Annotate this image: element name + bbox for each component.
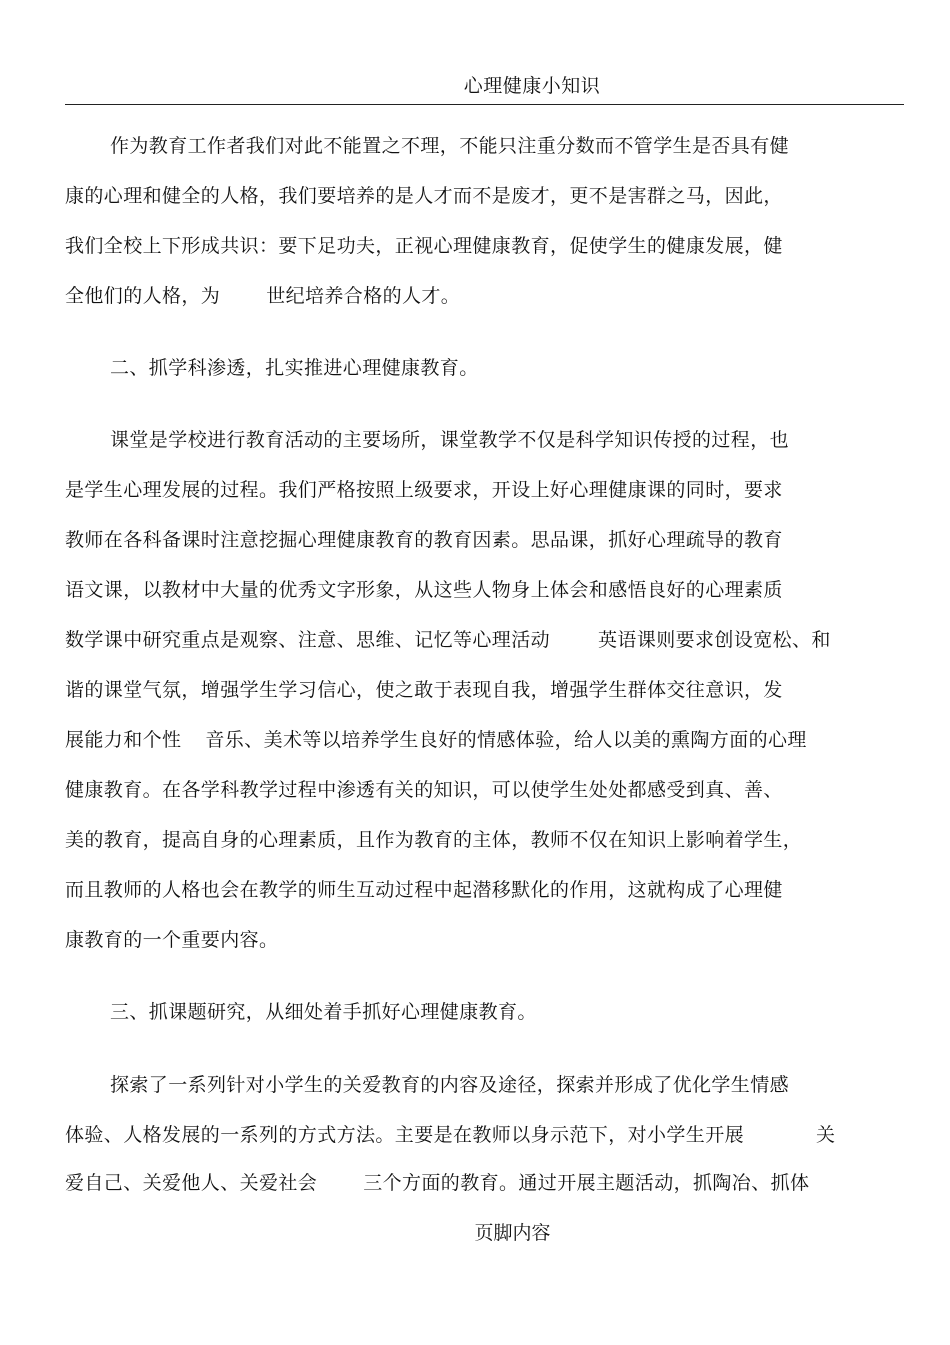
paragraph-line: 康的心理和健全的人格，我们要培养的是人才而不是废才，更不是害群之马，因此，	[65, 185, 783, 207]
paragraph-line: 作为教育工作者我们对此不能置之不理，不能只注重分数而不管学生是否具有健	[110, 135, 790, 157]
paragraph-line: 是学生心理发展的过程。我们严格按照上级要求，开设上好心理健康课的同时，要求	[65, 479, 783, 501]
paragraph-line: 康教育的一个重要内容。	[65, 929, 279, 951]
text-segment: 音乐、美术等以培养学生良好的情感体验，给人以美的熏陶方面的心理	[205, 729, 807, 751]
paragraph-line: 教师在各科备课时注意挖掘心理健康教育的教育因素。思品课，抓好心理疏导的教育	[65, 529, 783, 551]
text-segment: 世纪培养合格的人才。	[266, 285, 461, 307]
paragraph-line: 谐的课堂气氛，增强学生学习信心，使之敢于表现自我，增强学生群体交往意识，发	[65, 679, 783, 701]
page-header-title: 心理健康小知识	[463, 75, 601, 97]
paragraph-line: 美的教育，提高自身的心理素质，且作为教育的主体，教师不仅在知识上影响着学生，	[65, 829, 803, 851]
text-segment: 英语课则要求创设宽松、和	[598, 629, 831, 651]
paragraph-line	[65, 1171, 809, 1195]
text-segment: 展能力和个性	[65, 729, 182, 751]
text-segment: 数学课中研究重点是观察、注意、思维、记忆等心理活动	[65, 629, 551, 651]
paragraph-line: 语文课，以教材中大量的优秀文字形象，从这些人物身上体会和感悟良好的心理素质	[65, 579, 783, 601]
section-heading: 三、抓课题研究，从细处着手抓好心理健康教育。	[110, 1001, 537, 1023]
paragraph-line: 而且教师的人格也会在教学的师生互动过程中起潜移默化的作用，这就构成了心理健	[65, 879, 783, 901]
header-divider	[65, 104, 904, 105]
paragraph-line: 我们全校上下形成共识：要下足功夫，正视心理健康教育，促使学生的健康发展，健	[65, 235, 783, 257]
text-segment: 三个方面的教育。通过开展主题活动，抓陶冶、抓体	[363, 1172, 810, 1194]
paragraph-line: 健康教育。在各学科教学过程中渗透有关的知识，可以使学生处处都感受到真、善、	[65, 779, 783, 801]
paragraph-line: 课堂是学校进行教育活动的主要场所，课堂教学不仅是科学知识传授的过程，也	[110, 429, 790, 451]
text-segment: 体验、人格发展的一系列的方式方法。主要是在教师以身示范下，对小学生开展	[65, 1124, 745, 1146]
paragraph-line	[65, 1123, 835, 1147]
paragraph-line	[65, 628, 831, 652]
section-heading: 二、抓学科渗透，扎实推进心理健康教育。	[110, 357, 479, 379]
paragraph-line: 探索了一系列针对小学生的关爱教育的内容及途径，探索并形成了优化学生情感	[110, 1074, 790, 1096]
text-segment: 全他们的人格，为	[65, 285, 221, 307]
paragraph-line	[65, 728, 807, 752]
page-footer: 页脚内容	[474, 1222, 551, 1244]
text-segment: 关	[816, 1124, 836, 1146]
text-segment: 爱自己、关爱他人、关爱社会	[65, 1172, 318, 1194]
paragraph-line	[65, 284, 460, 308]
